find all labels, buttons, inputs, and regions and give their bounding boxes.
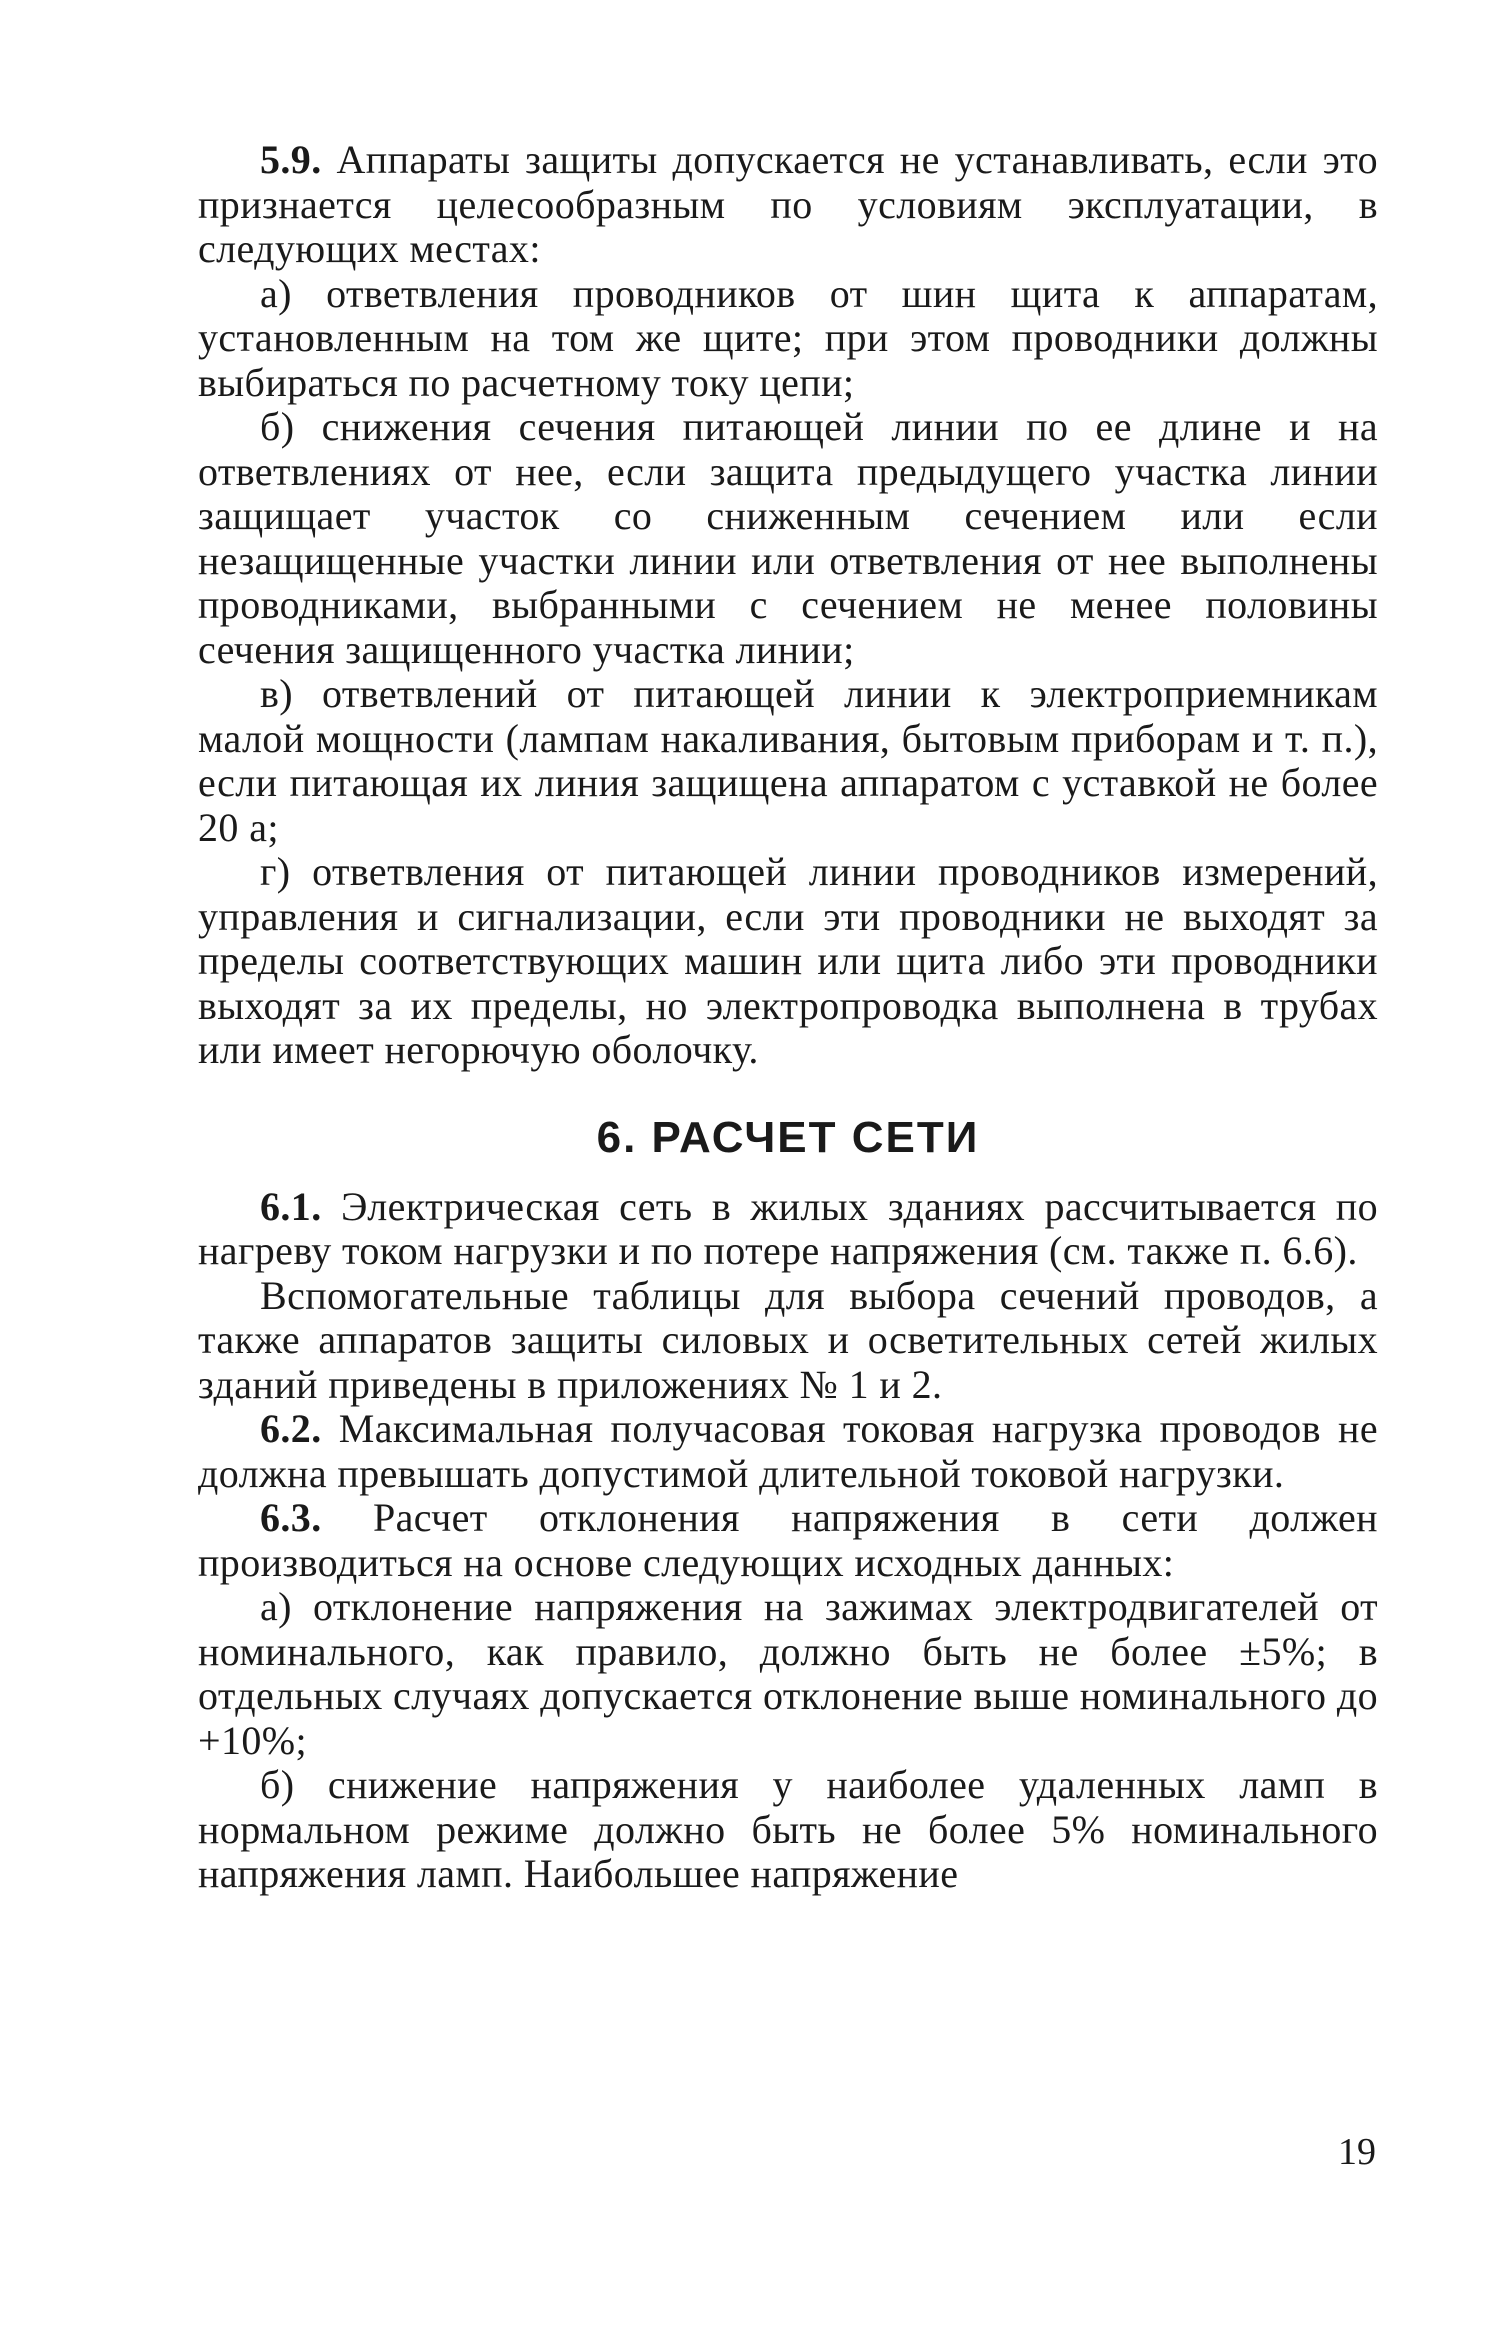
paragraph-number: 5.9.: [260, 137, 322, 182]
page-number: 19: [1338, 2131, 1376, 2173]
paragraph-6-2: [198, 1407, 1378, 1496]
paragraph-number: 6.3.: [260, 1495, 322, 1540]
paragraph-text: Максимальная получасовая токовая нагрузка проводов не должна превышать допустимой длительной токовой нагрузки.: [198, 1406, 1378, 1496]
paragraph-5-9: [198, 138, 1378, 272]
paragraph-6-1-tables: Вспомогательные таблицы для выбора сечений проводов, а также аппаратов защиты силовых и осветительных сетей жилых зданий приведены в приложениях № 1 и 2.: [198, 1272, 1378, 1407]
paragraph-text: Электрическая сеть в жилых зданиях рассчитывается по нагреву током нагрузки и по потере напряжения (см. также п. 6.6).: [198, 1183, 1379, 1273]
list-item-a: а) отклонение напряжения на зажимах электродвигателей от номинального, как правило, должно быть не более ±5%; в отдельных случаях допускается отклонение выше номинального до +10%;: [198, 1584, 1379, 1763]
paragraph-text: Аппараты защиты допускается не устанавливать, если это признается целесообразным по условиям эксплуатации, в следующих местах:: [198, 137, 1379, 271]
paragraph-number: 6.1.: [260, 1183, 322, 1229]
paragraph-6-1: [198, 1185, 1378, 1274]
list-item-v: в) ответвлений от питающей линии к электроприемникам малой мощности (лампам накаливания, бытовым приборам и т. п.), если питающая их линия защищена аппаратом с уставкой не более 20 а;: [198, 671, 1378, 850]
list-item-a: а) ответвления проводников от шин щита к аппаратам, установленным на том же щите; при этом проводники должны выбираться по расчетному току цепи;: [198, 270, 1378, 405]
list-item-b: б) снижения сечения питающей линии по ее длине и на ответвлениях от нее, если защита предыдущего участка линии защищает участок со сниженным сечением или если незащищенные участки линии или ответвления от нее выполнены проводниками, выбранными с сечением не менее половины сечения защищенного участка линии;: [198, 404, 1378, 672]
list-item-g: г) ответвления от питающей линии проводников измерений, управления и сигнализации, если эти проводники не выходят за пределы соответствующих машин или щита либо эти проводники выходят за их пределы, но электропроводка выполнена в трубах или имеет негорючую оболочку.: [198, 849, 1378, 1072]
section-heading: 6. РАСЧЕТ СЕТИ: [596, 1112, 980, 1162]
list-item-b: б) снижение напряжения у наиболее удаленных ламп в нормальном режиме должно быть не более 5% номинального напряжения ламп. Наибольшее напряжение: [198, 1762, 1378, 1896]
paragraph-6-3: [198, 1496, 1378, 1585]
page-content: [198, 138, 1378, 1897]
paragraph-number: 6.2.: [260, 1406, 322, 1451]
paragraph-text: Расчет отклонения напряжения в сети должен производиться на основе следующих исходных данных:: [198, 1495, 1378, 1585]
